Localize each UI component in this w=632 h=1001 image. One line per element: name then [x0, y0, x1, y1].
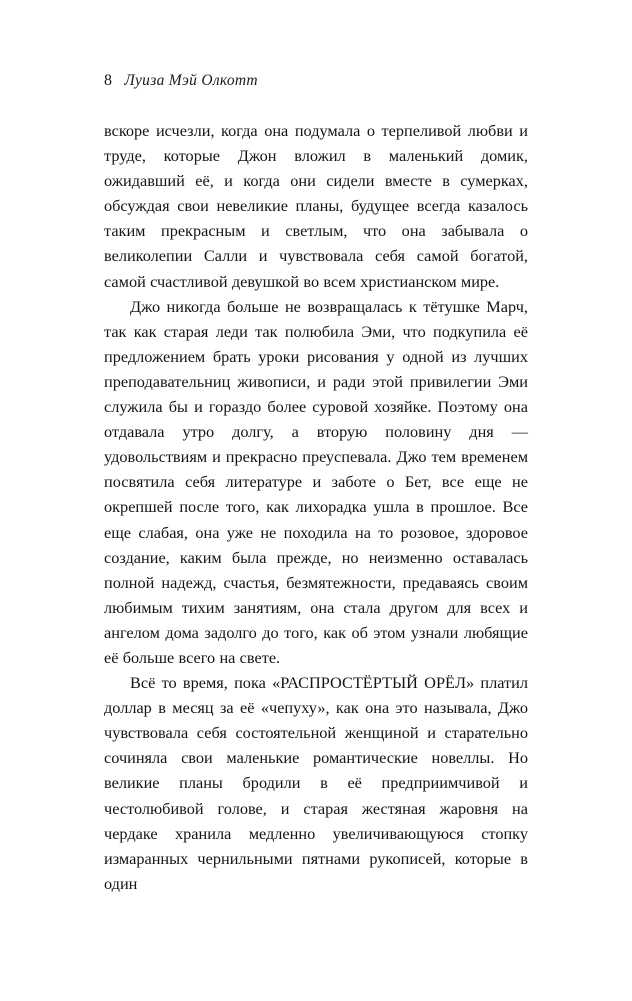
page-number: 8 — [104, 72, 113, 89]
paragraph: Всё то время, пока «РАСПРОСТЁРТЫЙ ОРЁЛ» платил доллар в месяц за её «чепуху», как она это называла, Джо чувствовала себя состоятельной женщиной и старательно сочиняла свои маленькие романтические новеллы. Но великие планы бродили в её предприимчивой и честолюбивой голове, и старая жестяная жаровня на чердаке хранила медленно увеличивающуюся стопку измаранных чернильными пятнами рукописей, которые в один — [104, 673, 528, 893]
paragraph: Джо никогда больше не возвращалась к тётушке Марч, так как старая леди так полюбила Эми, что подкупила её предложением брать уроки рисования у одной из лучших преподавательниц живописи, и ради этой привилегии Эми служила бы и гораздо более суровой хозяйке. Поэтому она отдавала утро долгу, а вторую половину дня — удовольствиям и прекрасно преуспевала. Джо тем временем посвятила себя литературе и заботе о Бет, все еще не окрепшей после того, как лихорадка ушла в прошлое. Все еще слабая, она уже не походила на то розовое, здоровое создание, каким была прежде, но неизменно оставалась полной надежд, счастья, безмятежности, предаваясь своим любимым тихим занятиям, она стала другом для всех и ангелом дома задолго до того, как об этом узнали любящие её больше всего на свете. — [104, 296, 528, 667]
running-head — [104, 72, 528, 92]
paragraph-continuation: вскоре исчезли, когда она подумала о терпеливой любви и труде, которые Джон вложил в маленький домик, ожидавший её, и когда они сидели вместе в сумерках, обсуждая свои невеликие планы, будущее всегда казалось таким прекрасным и светлым, что она забывала о великолепии Салли и чувствовала себя самой богатой, самой счастливой девушкой во всем христианском мире. — [104, 121, 528, 291]
body-text — [104, 118, 528, 896]
running-head-author: Луиза Мэй Олкотт — [124, 72, 258, 89]
